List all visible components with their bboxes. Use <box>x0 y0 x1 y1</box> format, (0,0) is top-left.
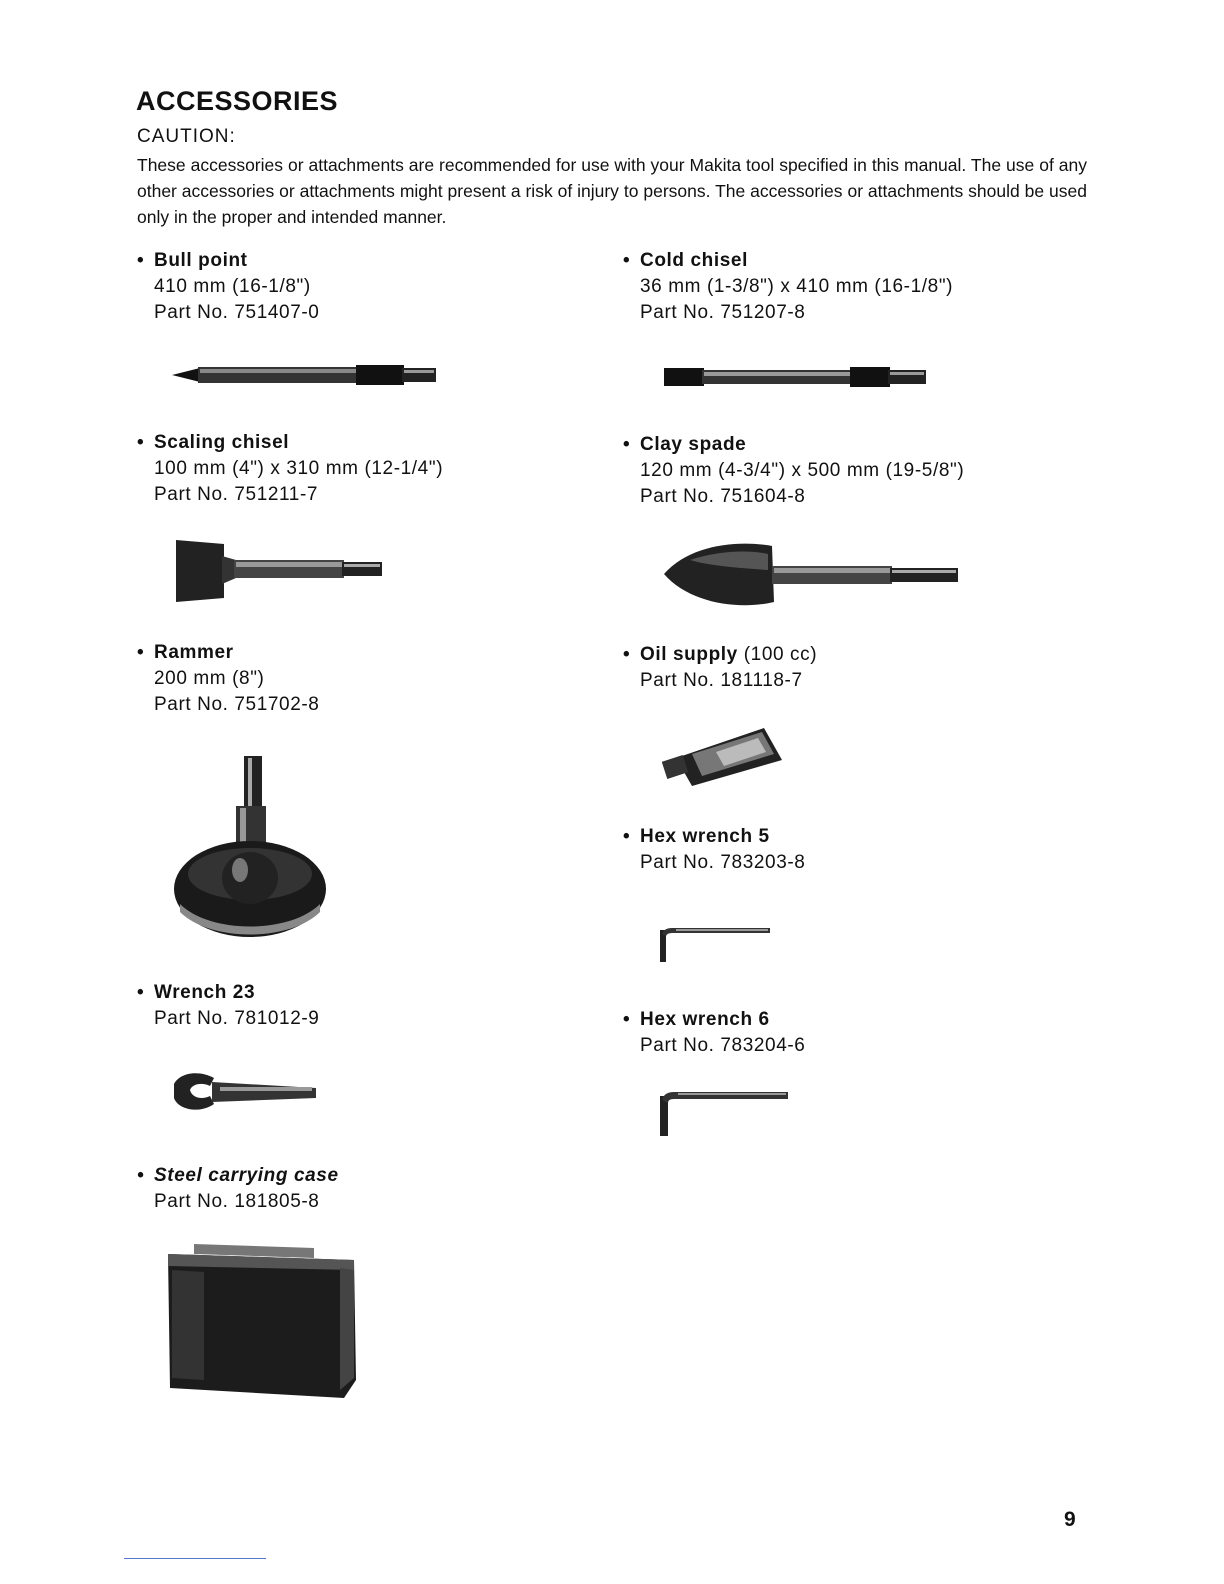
item-name: • Steel carrying case <box>137 1163 339 1189</box>
item-part-number: Part No. 751407-0 <box>154 302 320 323</box>
page-number: 9 <box>1064 1508 1076 1531</box>
page-title: ACCESSORIES <box>136 86 339 116</box>
item-name: • Hex wrench 6 <box>623 1007 805 1033</box>
rammer-image <box>170 754 330 944</box>
hex-wrench-5-image <box>656 924 776 964</box>
item-part-number: Part No. 751211-7 <box>154 484 319 505</box>
accessory-clay-spade <box>623 432 964 510</box>
item-size: 100 mm (4") x 310 mm (12-1/4") <box>154 458 444 479</box>
bull-point-image <box>170 360 440 390</box>
accessory-oil-supply <box>623 642 817 694</box>
oil-supply-image <box>662 724 786 790</box>
accessory-scaling-chisel <box>137 430 443 508</box>
accessory-wrench-23 <box>137 980 319 1032</box>
item-name <box>623 642 817 668</box>
item-size: 200 mm (8") <box>154 668 265 689</box>
footer-rule <box>124 1558 266 1559</box>
scaling-chisel-image <box>174 536 384 606</box>
item-size: 120 mm (4-3/4") x 500 mm (19-5/8") <box>640 460 965 481</box>
item-part-number: Part No. 783203-8 <box>640 852 806 873</box>
item-name: • Hex wrench 5 <box>623 824 805 850</box>
steel-case-image <box>164 1240 360 1400</box>
item-volume: (100 cc) <box>737 644 818 665</box>
item-part-number: Part No. 181118-7 <box>640 670 803 691</box>
item-name: • Rammer <box>137 640 319 666</box>
wrench-23-image <box>170 1070 320 1114</box>
hex-wrench-6-image <box>656 1088 792 1138</box>
accessory-hex-wrench-5 <box>623 824 805 876</box>
item-name-text: Oil supply <box>640 644 738 665</box>
caution-text: These accessories or attachments are recommended for use with your Makita tool specified in this manual. The use of any other accessories or attachments might present a risk of injury to persons. The accessories or attachments should be used only in the proper and intended manner. <box>137 155 1087 227</box>
caution-label: CAUTION: <box>137 126 236 147</box>
item-name: • Scaling chisel <box>137 430 443 456</box>
item-part-number: Part No. 751702-8 <box>154 694 320 715</box>
accessory-steel-carrying-case <box>137 1163 339 1215</box>
accessory-cold-chisel <box>623 248 953 326</box>
accessory-bull-point <box>137 248 319 326</box>
item-part-number: Part No. 783204-6 <box>640 1035 806 1056</box>
item-name: • Clay spade <box>623 432 964 458</box>
item-part-number: Part No. 181805-8 <box>154 1191 320 1212</box>
item-size: 36 mm (1-3/8") x 410 mm (16-1/8") <box>640 276 954 297</box>
clay-spade-image <box>660 540 965 610</box>
accessory-hex-wrench-6 <box>623 1007 805 1059</box>
item-part-number: Part No. 751207-8 <box>640 302 806 323</box>
item-size: 410 mm (16-1/8") <box>154 276 311 297</box>
item-part-number: Part No. 751604-8 <box>640 486 806 507</box>
item-name: • Wrench 23 <box>137 980 319 1006</box>
item-part-number: Part No. 781012-9 <box>154 1008 320 1029</box>
item-name: • Bull point <box>137 248 319 274</box>
accessory-rammer <box>137 640 319 718</box>
cold-chisel-image <box>660 362 930 392</box>
item-name: • Cold chisel <box>623 248 953 274</box>
